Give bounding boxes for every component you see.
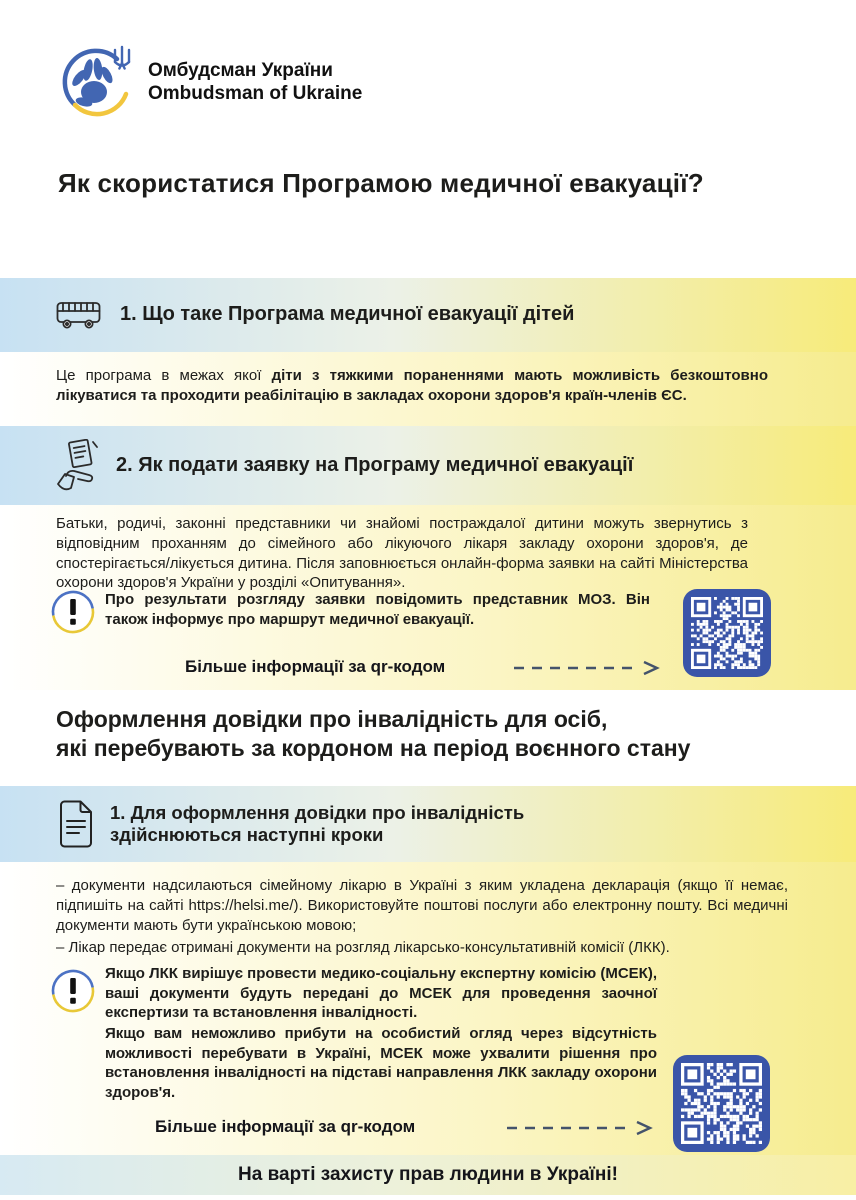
apply-note: Про результати розгляду заявки повідомить представник МОЗ. Він також інформує про маршрут медичної евакуації.: [105, 591, 650, 628]
qr-pattern: [691, 597, 763, 669]
dashed-arrow-icon: [505, 1120, 653, 1136]
logo-title-en: Ombudsman of Ukraine: [148, 83, 363, 104]
disability-title-line2: які перебувають за кордоном на період воєнного стану: [56, 735, 691, 761]
qr-caption-1: Більше інформації за qr-кодом: [185, 657, 446, 676]
section-heading-steps-line2: здійснюються наступні кроки: [110, 824, 384, 845]
qr-code-evacuation: [683, 589, 771, 677]
disability-title-line1: Оформлення довідки про інвалідність для осіб,: [56, 706, 608, 732]
intro-bold: діти з тяжкими пораненнями мають можливість безкоштовно лікуватися та проходити реабілітацію в закладах охорони здоров'я країн-членів ЄС.: [56, 367, 768, 404]
steps-bullet-1: – документи надсилаються сімейному лікарю в Україні з яким укладена декларація (якщо її немає, підпишіть на сайті https://helsi.me/). Використовуйте поштові послуги або електронну пошту. Всі медичні документи мають бути українською мовою;: [56, 877, 788, 934]
ombudsman-logo-icon: [58, 42, 138, 122]
intro-paragraph: [56, 366, 768, 406]
footer-slogan: На варті захисту прав людини в Україні!: [238, 1164, 618, 1185]
dashed-arrow-icon: [512, 660, 660, 676]
exclamation-icon: [50, 589, 96, 635]
hand-dove-icon: [70, 58, 115, 109]
exclamation-icon: [50, 968, 96, 1014]
page-title-evacuation: Як скористатися Програмою медичної евакуації?: [58, 168, 704, 198]
footer-band: [0, 1155, 856, 1195]
section-band-what: [0, 278, 856, 352]
bus-icon: [56, 299, 106, 331]
steps-note-part1: Якщо ЛКК вирішує провести медико-соціальну експертну комісію (МСЕК), ваші документи будуть передані до МСЕК для проведення заочної експертизи та встановлення інвалідності.: [105, 965, 657, 1021]
logo-title-uk: Омбудсман України: [148, 60, 333, 81]
ombudsman-logo: [58, 42, 362, 122]
qr-pattern: [681, 1063, 762, 1144]
steps-note-part2: Якщо вам неможливо прибути на особистий огляд через відсутність можливості перебувати в Україні, МСЕК може ухвалити рішення про встановлення інвалідності на підставі направлення ЛКК закладу охорони здоров'я.: [105, 1025, 657, 1101]
qr-code-disability: [673, 1055, 770, 1152]
document-icon: [56, 799, 96, 849]
intro-regular: Це програма в межах якої: [56, 367, 272, 384]
section-band-steps: [0, 786, 856, 862]
apply-paragraph: Батьки, родичі, законні представники чи знайомі постраждалої дитини можуть звернутись з відповідним проханням до сімейного або лікуючого лікаря закладу охорони здоров'я, де спостерігається/лікується дитина. Після заповнюється онлайн-форма заявки на сайті Міністерства охорони здоров'я України у розділі «Опитування».: [56, 515, 748, 592]
section-band-apply: [0, 426, 856, 505]
steps-bullet-2: – Лікар передає отримані документи на розгляд лікарсько-консультативній комісії (ЛКК).: [56, 939, 670, 956]
hand-document-icon: [56, 439, 102, 493]
qr-caption-2: Більше інформації за qr-кодом: [155, 1117, 416, 1136]
section-heading-apply: 2. Як подати заявку на Програму медичної евакуації: [116, 453, 634, 476]
section-heading-steps-line1: 1. Для оформлення довідки про інвалідність: [110, 802, 525, 824]
page-title-disability: [56, 705, 836, 763]
section-heading-what: 1. Що таке Програма медичної евакуації дітей: [120, 303, 575, 326]
